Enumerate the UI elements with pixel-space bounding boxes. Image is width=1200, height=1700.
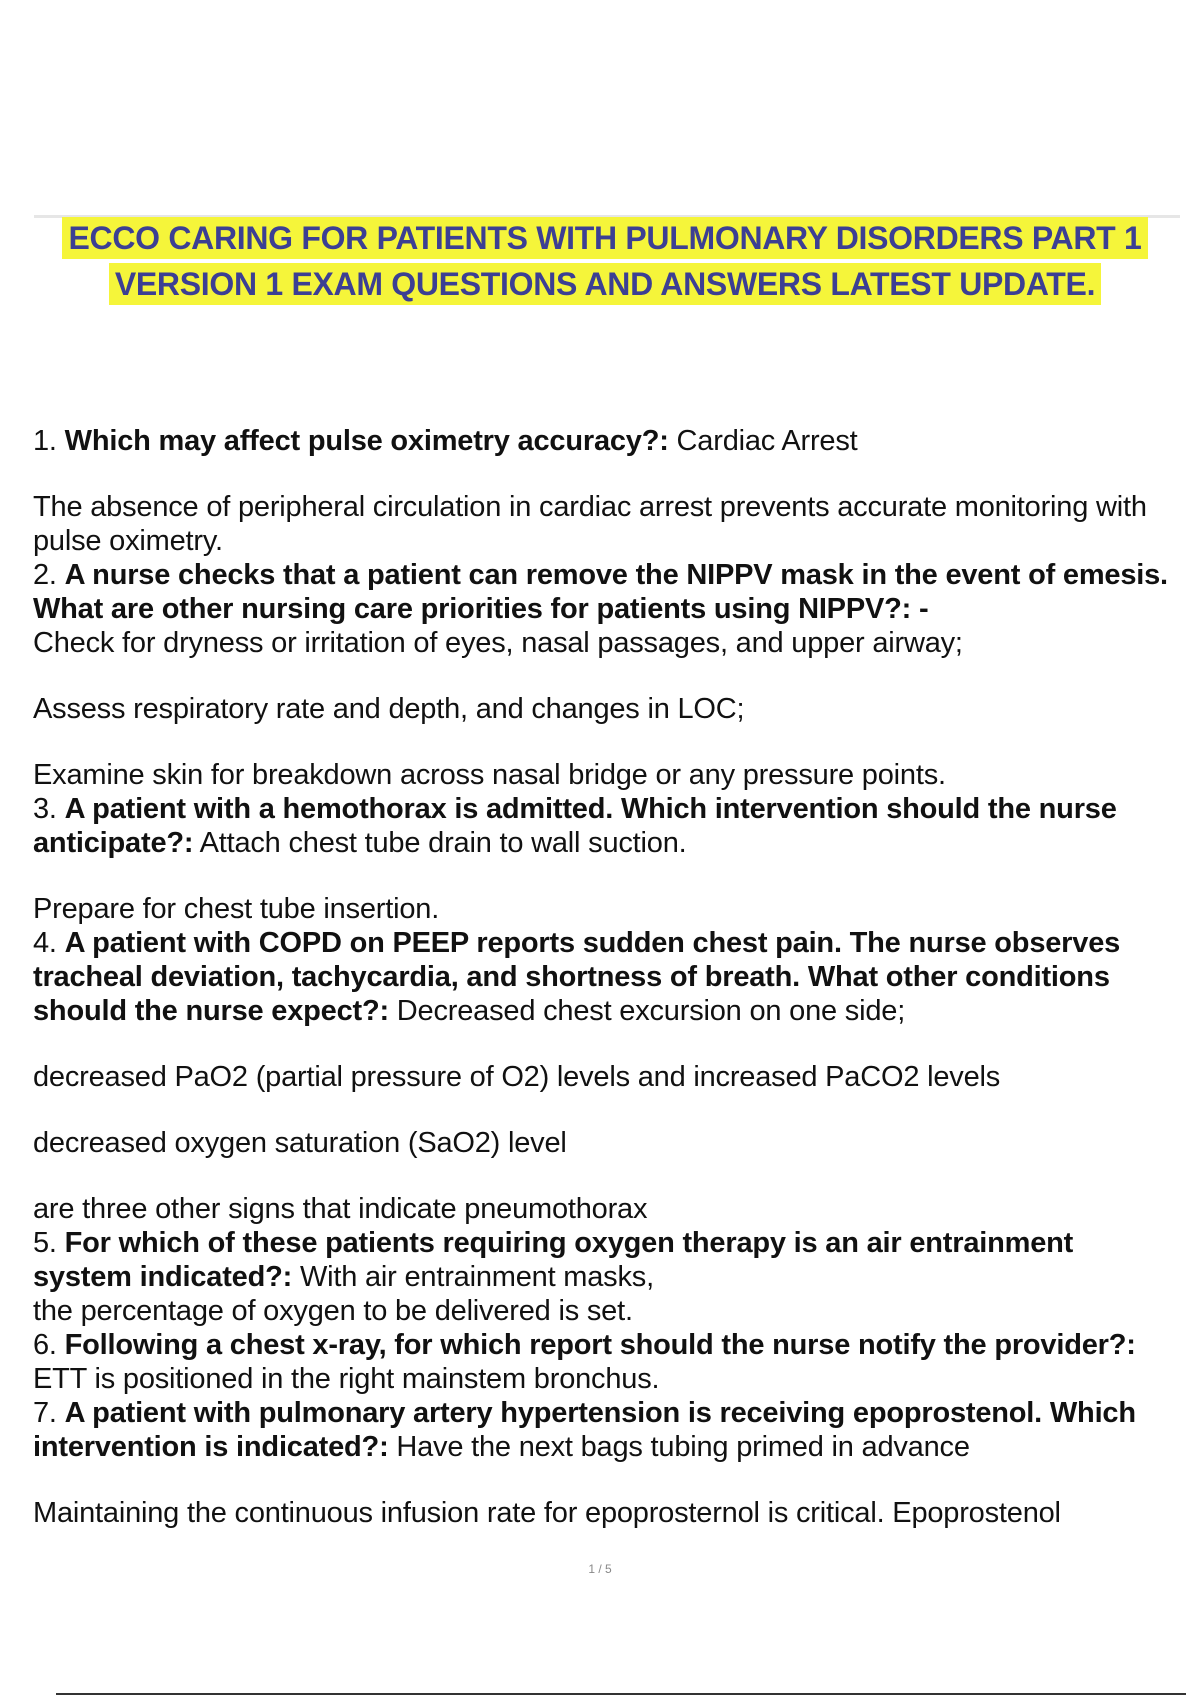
answer-text: Decreased chest excursion on one side;	[388, 995, 906, 1027]
qa-item-7	[33, 1396, 1178, 1464]
answer-text: Check for dryness or irritation of eyes, nasal passages, and upper airway;	[33, 627, 963, 659]
question-text: A patient with pulmonary artery hypertension is receiving epoprostenol. Which intervention is indicated?:	[33, 1397, 1136, 1463]
question-text: Following a chest x-ray, for which report should the nurse notify the provider?:	[64, 1329, 1136, 1361]
question-text: For which of these patients requiring oxygen therapy is an air entrainment system indicated?:	[33, 1227, 1074, 1293]
answer-continuation: the percentage of oxygen to be delivered is set.	[33, 1295, 633, 1327]
question-text: A patient with a hemothorax is admitted. Which intervention should the nurse anticipate?:	[33, 793, 1117, 859]
question-number: 5.	[33, 1227, 57, 1259]
answer-text: With air entrainment masks,	[292, 1261, 654, 1293]
answer-note: Prepare for chest tube insertion.	[33, 893, 440, 925]
answer-note: decreased PaO2 (partial pressure of O2) levels and increased PaCO2 levels	[33, 1061, 1001, 1093]
answer-note: Examine skin for breakdown across nasal bridge or any pressure points.	[33, 759, 946, 791]
answer-note: Maintaining the continuous infusion rate for epoprosternol is critical. Epoprostenol	[33, 1497, 1061, 1529]
answer-text: ETT is positioned in the right mainstem bronchus.	[33, 1363, 660, 1395]
question-number: 6.	[33, 1329, 57, 1361]
question-text: Which may affect pulse oximetry accuracy?:	[64, 425, 669, 457]
qa-item-2	[33, 558, 1178, 660]
question-text: A nurse checks that a patient can remove the NIPPV mask in the event of emesis. What are other nursing care priorities for patients using NIPPV?: -	[33, 559, 1168, 625]
answer-text: Attach chest tube drain to wall suction.	[193, 827, 687, 859]
answer-note: The absence of peripheral circulation in cardiac arrest prevents accurate monitoring with pulse oximetry.	[33, 491, 1147, 557]
qa-item-3	[33, 792, 1178, 860]
page-indicator: 1 / 5	[588, 1562, 612, 1576]
qa-list	[33, 424, 1178, 1530]
qa-item-1	[33, 424, 1178, 458]
question-number: 3.	[33, 793, 57, 825]
answer-note: Assess respiratory rate and depth, and changes in LOC;	[33, 693, 745, 725]
answer-text: Cardiac Arrest	[668, 425, 858, 457]
answer-note: decreased oxygen saturation (SaO2) level	[33, 1127, 567, 1159]
bottom-divider	[56, 1693, 1186, 1695]
qa-item-6	[33, 1328, 1178, 1396]
document-title	[30, 215, 1180, 307]
question-number: 7.	[33, 1397, 57, 1429]
answer-note: are three other signs that indicate pneumothorax	[33, 1193, 648, 1225]
question-number: 4.	[33, 927, 57, 959]
title-line-1: ECCO CARING FOR PATIENTS WITH PULMONARY DISORDERS PART 1	[62, 217, 1147, 259]
question-number: 1.	[33, 425, 57, 457]
title-line-2: VERSION 1 EXAM QUESTIONS AND ANSWERS LATEST UPDATE.	[109, 263, 1101, 305]
question-text: A patient with COPD on PEEP reports sudden chest pain. The nurse observes tracheal deviation, tachycardia, and shortness of breath. What other conditions should the nurse expect?:	[33, 927, 1121, 1027]
question-number: 2.	[33, 559, 57, 591]
qa-item-5	[33, 1226, 1178, 1328]
answer-text: Have the next bags tubing primed in advance	[388, 1431, 970, 1463]
qa-item-4	[33, 926, 1178, 1028]
